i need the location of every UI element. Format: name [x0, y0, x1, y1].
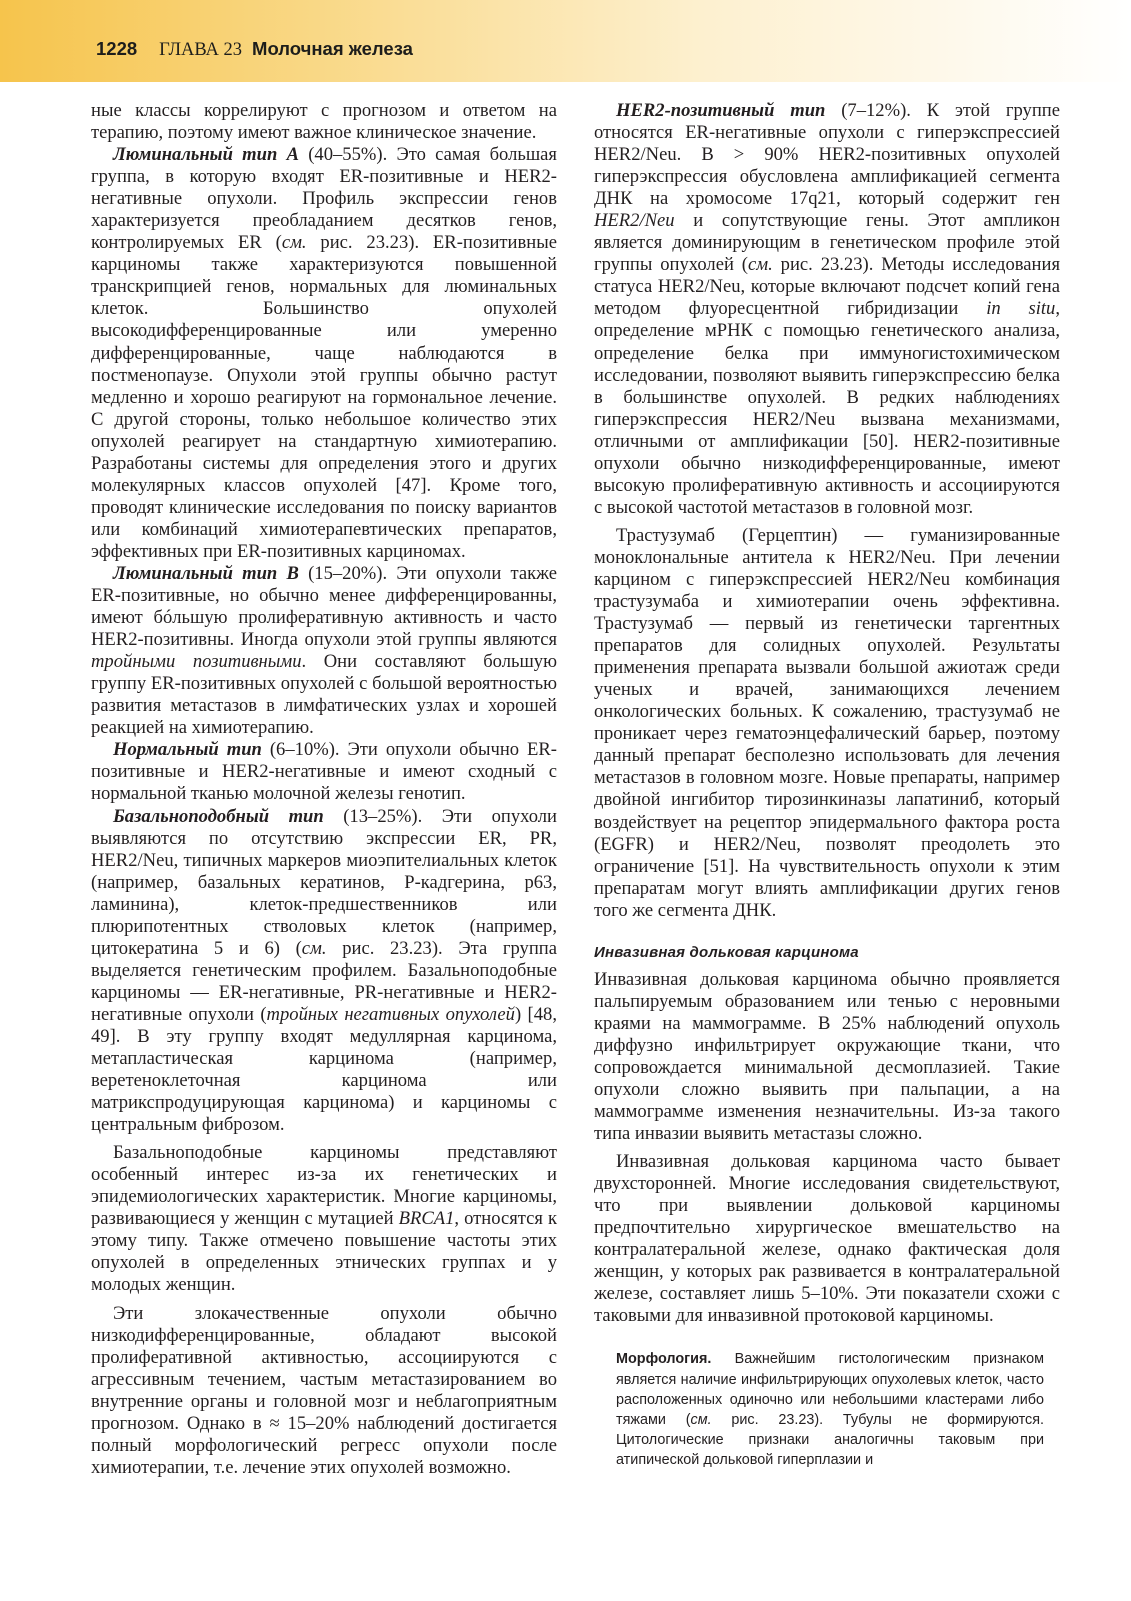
morphology-box: Морфология. Важнейшим гистологическим признаком является наличие инфильтрирующих опухолевых клеток, часто расположенных одиночно или небольшими кластерами либо тяжами (см. рис. 23.23). Тубулы не формируются. Цитологические признаки аналогичны таковым при атипической дольковой гиперплазии и [616, 1351, 1044, 1468]
paragraph-prognosis: Эти злокачественные опухоли обычно низкодифференцированные, обладают высокой пролиферативной активностью, ассоциируются с агрессивным течением, частым метастазированием во внутренние органы и головной мозг и неблагоприятным прогнозом. Однако в ≈ 15–20% наблюдений достигается полный морфологический регресс опухоли после химиотерапии, т.е. лечение этих опухолей возможно. [91, 1302, 557, 1478]
term-luminal-a: Люминальный тип A [113, 144, 299, 166]
paragraph-basal-like: Базальноподобный тип (13–25%). Эти опухоли выявляются по отсутствию экспрессии ER, PR, HER2/Neu, типичных маркеров миоэпителиальных клеток (например, базальных кератинов, P-кадгерина, p63, ламинина), клеток-предшественников или плюрипотентных стволовых клеток (например, цитокератина 5 и 6) (см. рис. 23.23). Эта группа выделяется генетическим профилем. Базальноподобные карциномы — ER-негативные, PR-негативные и HER2-негативные опухоли (тройных негативных опухолей) [48, 49]. В эту группу входят медуллярная карцинома, метапластическая карцинома (например, веретеноклеточная карцинома или матрикспродуцирующая карцинома) и карциномы с центральным фиброзом. [91, 805, 558, 1136]
section-heading: Инвазивная дольковая карцинома [594, 943, 859, 961]
term-luminal-b: Люминальный тип B [113, 562, 299, 584]
paragraph-ilc-intro: Инвазивная дольковая карцинома обычно проявляется пальпируемым образованием или тенью с неровными краями на маммограмме. В 25% наблюдений опухоль диффузно инфильтрирует окружающие ткани, что сопровождается минимальной десмоплазией. Такие опухоли сложно выявить при пальпации, а на маммограмме изменения незначительны. Из-за такого типа инвазии выявить метастазы сложно. [594, 968, 1060, 1145]
paragraph-trastuzumab: Трастузумаб (Герцептин) — гуманизированные моноклональные антитела к HER2/Neu. При лечении карцином с гиперэкспрессией HER2/Neu комбинация трастузумаба и химиотерапии очень эффективна. Трастузумаб — первый из генетически таргентных препаратов для солидных опухолей. Результаты применения препарата вызвали большой ажиотаж среди ученых и врачей, занимающихся лечением онкологических больных. К сожалению, трастузумаб не проникает через гематоэнцефалический барьер, поэтому данный препарат бесполезно использовать для лечения метастазов в головном мозге. Новые препараты, например двойной ингибитор тирозинкиназы лапатиниб, который воздействует на рецептор эпидермального фактора роста (EGFR) и HER2/Neu, позволят преодолеть это ограничение [51]. На чувствительность опухоли к этим препаратам могут влиять амплификации других генов того же сегмента ДНК. [594, 524, 1060, 921]
paragraph-ilc-bilateral: Инвазивная дольковая карцинома часто бывает двухсторонней. Многие исследования свидетельствуют, что при выявлении дольковой карциномы предпочтительно хирургическое вмешательство на контралатеральной железе, однако фактическая доля женщин, у которых рак развивается в контралатеральной железе, составляет лишь 5–10%. Эти показатели схожи с таковыми для инвазивной протоковой карциномы. [594, 1151, 1060, 1327]
page-number: 1228 [96, 38, 138, 59]
chapter-title: Молочная железа [252, 38, 413, 59]
right-column [594, 100, 1060, 1470]
term-basal-like: Базальноподобный тип [113, 805, 324, 827]
paragraph-luminal-b: Люминальный тип B (15–20%). Эти опухоли также ER-позитивные, но обычно менее дифференцированны, имеют бóльшую пролиферативную активность и часто HER2-позитивны. Иногда опухоли этой группы являются тройными позитивными. Они составляют большую группу ER-позитивных опухолей с большой вероятностью развития метастазов в лимфатических узлах и хорошей реакцией на химиотерапию. [91, 562, 557, 739]
paragraph-normal-type: Нормальный тип (6–10%). Эти опухоли обычно ER-позитивные и HER2-негативные и имеют сходный с нормальной тканью молочной железы генотип. [91, 739, 557, 805]
paragraph-her2: HER2-позитивный тип (7–12%). К этой группе относятся ER-негативные опухоли с гиперэкспрессией HER2/Neu. В > 90% HER2-позитивных опухолей гиперэкспрессия обусловлена амплификацией сегмента ДНК на хромосоме 17q21, который содержит ген HER2/Neu и сопутствующие гены. Этот ампликон является доминирующим в генетическом профиле этой группы опухолей (см. рис. 23.23). Методы исследования статуса HER2/Neu, которые включают подсчет копий гена методом флуоресцентной гибридизации in situ, определение мРНК с помощью генетического анализа, определение белка при иммуногистохимическом исследовании, позволяют выявить гиперэкспрессию белка в большинстве опухолей. В редких наблюдениях гиперэкспрессия HER2/Neu вызвана механизмами, отличными от амплификации [50]. HER2-позитивные опухоли обычно низкодифференцированные, имеют высокую пролиферативную активность и ассоциируются с высокой частотой метастазов в головной мозг. [594, 100, 1061, 518]
paragraph-basal-interest: Базальноподобные карциномы представляют особенный интерес из-за их генетических и эпидемиологических характеристик. Многие карциномы, развивающиеся у женщин с мутацией BRCA1, относятся к этому типу. Также отмечено повышение частоты этих опухолей в определенных этнических группах и у молодых женщин. [91, 1142, 557, 1296]
left-column [91, 100, 557, 1479]
morphology-label: Морфология. [616, 1351, 712, 1368]
paragraph-luminal-a: Люминальный тип A (40–55%). Это самая большая группа, в которую входят ER-позитивные и HER2-негативные опухоли. Профиль экспрессии генов характеризуется преобладанием десятков генов, контролируемых ER (см. рис. 23.23). ER-позитивные карциномы также характеризуются повышенной транскрипцией генов, нормальных для люминальных клеток. Большинство опухолей высокодифференцированные или умеренно дифференцированные, чаще наблюдаются в постменопаузе. Опухоли этой группы обычно растут медленно и хорошо реагируют на гормональное лечение. С другой стороны, только небольшое количество этих опухолей реагирует на стандартную химиотерапию. Разработаны системы для определения этого и других молекулярных классов опухолей [47]. Кроме того, проводят клинические исследования по поиску вариантов или комбинаций химиотерапевтических препаратов, эффективных при ER-позитивных карциномах. [91, 144, 557, 562]
paragraph-continuation: ные классы коррелируют с прогнозом и ответом на терапию, поэтому имеют важное клиническое значение. [91, 100, 557, 144]
term-her2: HER2-позитивный тип [616, 100, 826, 121]
term-normal: Нормальный тип [113, 739, 262, 761]
running-head [96, 38, 413, 61]
chapter-label: ГЛАВА 23 [159, 40, 243, 60]
page-header [0, 0, 1131, 82]
